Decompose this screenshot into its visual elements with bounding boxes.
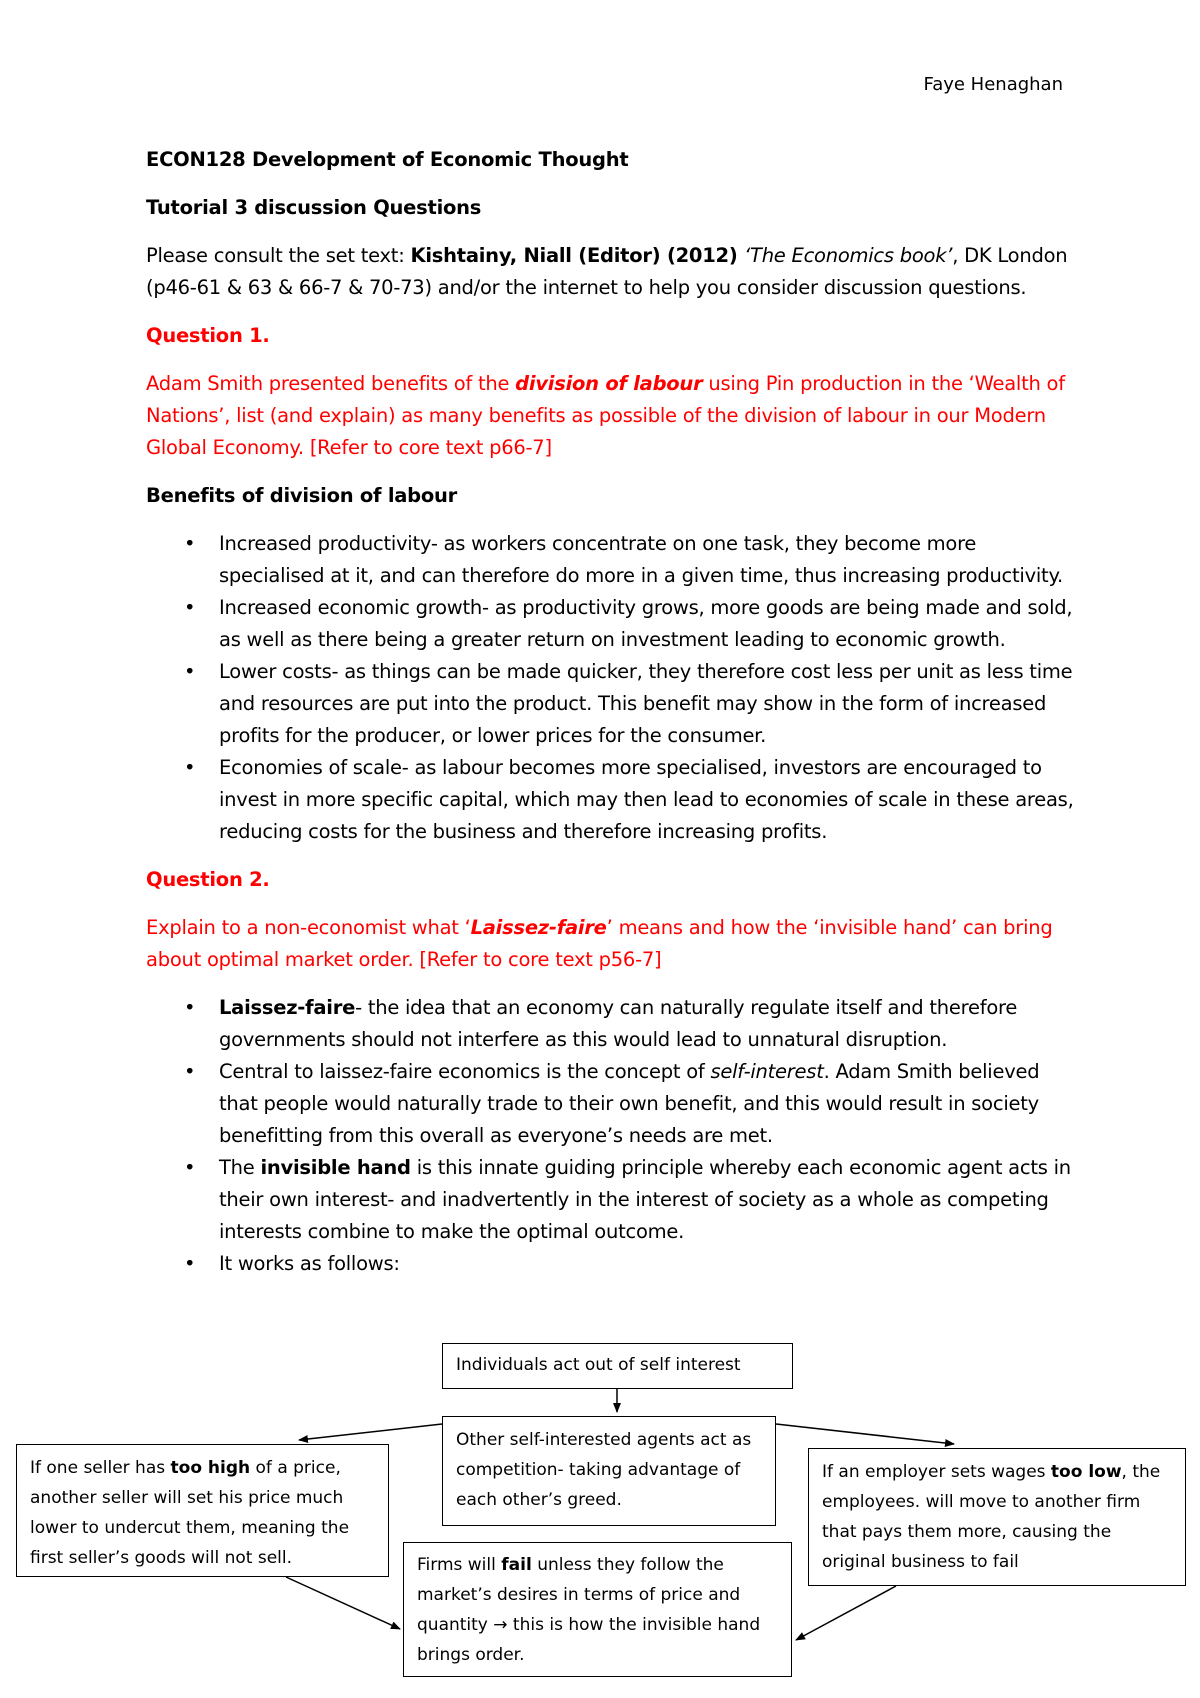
self-interest-text-a: Central to laissez-faire economics is the concept of [219, 1060, 711, 1083]
benefit-text: Increased economic growth- as productivity grows, more goods are being made and sold, as well as there being a greater return on investment leading to economic growth. [219, 596, 1073, 651]
invisible-hand-text-b: is this innate guiding principle whereby each economic agent acts in their own interest- and inadvertently in the interest of society as a whole as competing interests combine to make the optimal outcome. [219, 1156, 1071, 1243]
document-subtitle: Tutorial 3 discussion Questions [146, 196, 482, 219]
diagram-box-self-interest: Individuals act out of self interest [442, 1343, 793, 1389]
benefits-heading: Benefits of division of labour [146, 484, 458, 507]
question-1-text-a: Adam Smith presented benefits of the [146, 372, 516, 395]
bullet-icon: • [184, 596, 196, 619]
bullet-icon: • [184, 532, 196, 555]
laissez-faire-definition: - the idea that an economy can naturally regulate itself and therefore governments should not interfere as this would lead to unnatural disruption. [219, 996, 1018, 1051]
diagram-box-firms-fail [403, 1542, 792, 1677]
diagram-box-low-wages [808, 1448, 1186, 1586]
bullet-icon: • [184, 660, 196, 683]
benefit-text: Increased productivity- as workers concentrate on one task, they become more specialised at it, and can therefore do more in a given time, thus increasing productivity. [219, 532, 1063, 587]
intro-rest: , DK London (p46-61 & 63 & 66-7 & 70-73) and/or the internet to help you consider discussion questions. [146, 244, 1068, 299]
question-1-emphasis: division of labour [515, 372, 703, 395]
self-interest-term: self-interest [710, 1060, 824, 1083]
question-2-text-b: ’ means and how the ‘invisible hand’ can bring about optimal market order. [Refer to core text p56-7] [146, 916, 1053, 971]
works-as-follows: It works as follows: [219, 1252, 400, 1275]
self-interest-text-b: . Adam Smith believed that people would naturally trade to their own benefit, and this would result in society benefitting from this overall as everyone’s needs are met. [219, 1060, 1040, 1147]
author-name: Faye Henaghan [923, 74, 1063, 95]
question-1-heading: Question 1. [146, 324, 270, 347]
intro-lead: Please consult the set text: [146, 244, 411, 267]
firms-fail-emphasis: fail [501, 1555, 532, 1575]
question-1-text-b: using Pin production in the ‘Wealth of Nations’, list (and explain) as many benefits as possible of the division of labour in our Modern Global Economy. [Refer to core text p66-7] [146, 372, 1065, 459]
arrow-middle-to-right [776, 1424, 954, 1444]
firms-fail-text-b: unless they follow the market’s desires in terms of price and quantity → this is how the invisible hand brings order. [417, 1555, 761, 1665]
firms-fail-text-a: Firms will [417, 1555, 502, 1575]
high-price-emphasis: too high [170, 1458, 251, 1478]
invisible-hand-term: invisible hand [260, 1156, 411, 1179]
high-price-text-a: If one seller has [30, 1458, 171, 1478]
arrow-right-to-bottom [796, 1586, 896, 1640]
low-wages-text-a: If an employer sets wages [822, 1462, 1051, 1482]
bullet-icon: • [184, 996, 196, 1019]
high-price-text-b: of a price, another seller will set his price much lower to undercut them, meaning the first seller’s goods will not sell. [30, 1458, 350, 1568]
diagram-box-competition: Other self-interested agents act as competition- taking advantage of each other’s greed. [442, 1416, 776, 1526]
laissez-faire-term: Laissez-faire [219, 996, 356, 1019]
benefit-text: Lower costs- as things can be made quicker, they therefore cost less per unit as less time and resources are put into the product. This benefit may show in the form of increased profits for the producer, or lower prices for the consumer. [219, 660, 1073, 747]
diagram-box-high-price [16, 1444, 389, 1577]
document-title: ECON128 Development of Economic Thought [146, 148, 629, 171]
bullet-icon: • [184, 1156, 196, 1179]
arrow-middle-to-left [299, 1424, 442, 1440]
intro-book-title: ‘The Economics book’ [744, 244, 953, 267]
question-2-heading: Question 2. [146, 868, 270, 891]
low-wages-text-b: , the employees. will move to another firm that pays them more, causing the original business to fail [822, 1462, 1161, 1572]
bullet-icon: • [184, 1252, 196, 1275]
bullet-icon: • [184, 756, 196, 779]
question-2-emphasis: Laissez-faire [470, 916, 607, 939]
intro-reference: Kishtainy, Niall (Editor) (2012) [410, 244, 745, 267]
bullet-icon: • [184, 1060, 196, 1083]
invisible-hand-text-a: The [219, 1156, 261, 1179]
benefit-text: Economies of scale- as labour becomes more specialised, investors are encouraged to invest in more specific capital, which may then lead to economies of scale in these areas, reducing costs for the business and therefore increasing profits. [219, 756, 1074, 843]
question-2-text-a: Explain to a non-economist what ‘ [146, 916, 471, 939]
arrow-left-to-bottom [286, 1577, 400, 1629]
low-wages-emphasis: too low [1050, 1462, 1122, 1482]
